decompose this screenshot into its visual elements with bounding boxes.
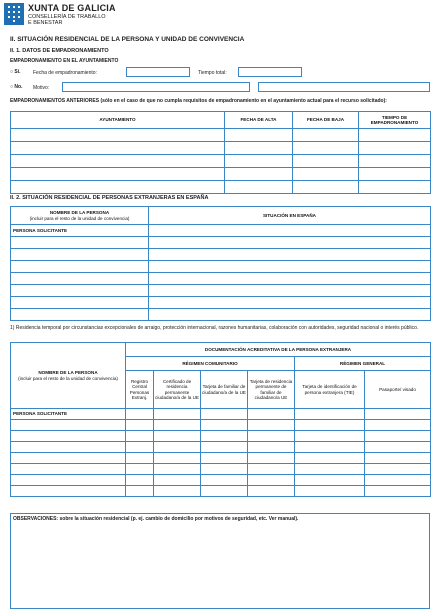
header-certificado-residencia: Certificado de residencia permanente ciudadano/a de la UE: [154, 371, 201, 409]
department-name: [28, 14, 106, 26]
cell[interactable]: [248, 464, 295, 475]
cell[interactable]: [154, 431, 201, 442]
cell[interactable]: [225, 181, 293, 194]
cell[interactable]: [365, 420, 431, 431]
cell[interactable]: [149, 237, 431, 249]
fecha-empadronamiento-field[interactable]: [126, 67, 190, 77]
cell[interactable]: [295, 431, 365, 442]
cell[interactable]: [201, 420, 248, 431]
header-tarjeta-residencia-permanente: Tarjeta de residencia permanente de familiar de ciudadano/a UE: [248, 371, 295, 409]
cell[interactable]: [248, 420, 295, 431]
cell[interactable]: [154, 420, 201, 431]
motivo-field-2[interactable]: [258, 82, 430, 92]
cell[interactable]: [295, 486, 365, 497]
observaciones-label: OBSERVACIONES: sobre la situación residencial (p. ej. cambio de domicilio por motivos de seguridad, etc. Ver manual).: [13, 516, 299, 522]
department-line-2: E BENESTAR: [28, 20, 63, 26]
cell[interactable]: [11, 181, 225, 194]
cell[interactable]: [11, 129, 225, 142]
table-row[interactable]: [11, 142, 431, 155]
brand-name: XUNTA DE GALICIA: [28, 3, 116, 13]
cell[interactable]: [11, 486, 126, 497]
cell[interactable]: [126, 409, 154, 420]
cell[interactable]: [11, 475, 126, 486]
footnote: 1) Residencia temporal por circunstancias excepcionales de arraigo, protección internacional, razones humanitarias, colaboración con autoridades, seguridad nacional o interés público.: [10, 325, 419, 331]
cell[interactable]: [11, 261, 149, 273]
cell[interactable]: [11, 297, 149, 309]
documentacion-table: [10, 342, 431, 497]
cell[interactable]: [359, 181, 431, 194]
table-row[interactable]: [11, 409, 431, 420]
cell[interactable]: [248, 409, 295, 420]
table-row[interactable]: [11, 464, 431, 475]
cell[interactable]: [295, 442, 365, 453]
cell[interactable]: [11, 431, 126, 442]
header-nombre: [11, 207, 149, 225]
cell[interactable]: [149, 261, 431, 273]
table-row[interactable]: [11, 486, 431, 497]
cell[interactable]: [149, 225, 431, 237]
table-row[interactable]: [11, 273, 431, 285]
cell[interactable]: [126, 475, 154, 486]
cell[interactable]: [359, 142, 431, 155]
cell[interactable]: [149, 273, 431, 285]
table-header-row: [11, 112, 431, 129]
cell[interactable]: [11, 420, 126, 431]
cell[interactable]: [225, 155, 293, 168]
cell[interactable]: [293, 168, 359, 181]
header-tie: Tarjeta de identificación de persona extranjera (TIE): [295, 371, 365, 409]
table-row[interactable]: [11, 155, 431, 168]
cell[interactable]: [149, 285, 431, 297]
cell[interactable]: [365, 464, 431, 475]
si-option[interactable]: [10, 69, 21, 75]
cell[interactable]: [248, 453, 295, 464]
cell[interactable]: [126, 486, 154, 497]
cell[interactable]: [293, 155, 359, 168]
cell[interactable]: [149, 249, 431, 261]
radio-circle-icon[interactable]: ○: [10, 84, 14, 90]
department-line-1: CONSELLERÍA DE TRABALLO: [28, 14, 106, 20]
cell[interactable]: [248, 486, 295, 497]
tiempo-total-field[interactable]: [238, 67, 302, 77]
fecha-label: Fecha de empadronamiento:: [33, 70, 97, 76]
empadronamiento-label: EMPADRONAMIENTO EN EL AYUNTAMIENTO: [10, 58, 119, 64]
table-row[interactable]: [11, 297, 431, 309]
subsection-1-title: II. 1. DATOS DE EMPADRONAMIENTO: [10, 48, 109, 54]
header-tarjeta-familiar: Tarjeta de familiar de ciudadano/a de la UE: [201, 371, 248, 409]
cell[interactable]: [126, 442, 154, 453]
cell[interactable]: [154, 409, 201, 420]
table-row[interactable]: [11, 309, 431, 321]
cell[interactable]: [359, 129, 431, 142]
table-header-row: [11, 207, 431, 225]
table-row[interactable]: [11, 181, 431, 194]
header-pasaporte: Pasaporte/ visado: [365, 371, 431, 409]
anteriores-label: EMPADRONAMIENTOS ANTERIORES (sólo en el caso de que no cumpla requisitos de empadronamiento en el ayuntamiento actual para el recurso solicitado):: [10, 98, 387, 104]
cell[interactable]: [365, 431, 431, 442]
cell[interactable]: [201, 431, 248, 442]
cell[interactable]: [248, 442, 295, 453]
header-nombre-sub: (incluir para el resto de la unidad de convivencia): [29, 215, 130, 221]
header-regimen-comunitario: RÉGIMEN COMUNITARIO: [126, 357, 295, 371]
cell[interactable]: [149, 309, 431, 321]
tiempo-label: Tiempo total:: [198, 70, 227, 76]
motivo-field[interactable]: [62, 82, 250, 92]
cell[interactable]: [126, 420, 154, 431]
cell[interactable]: [11, 142, 225, 155]
cell[interactable]: [365, 442, 431, 453]
cell[interactable]: [11, 273, 149, 285]
cell[interactable]: [11, 249, 149, 261]
xunta-cross-icon: [4, 3, 24, 25]
table-row[interactable]: [11, 442, 431, 453]
table-row[interactable]: [11, 475, 431, 486]
header: [4, 2, 204, 28]
header-fecha-alta: FECHA DE ALTA: [225, 112, 293, 129]
table-row[interactable]: [11, 237, 431, 249]
cell[interactable]: [293, 142, 359, 155]
cell[interactable]: [11, 453, 126, 464]
cell[interactable]: [201, 464, 248, 475]
table-row[interactable]: [11, 249, 431, 261]
header-nombre-persona: [11, 343, 126, 409]
table-row[interactable]: [11, 285, 431, 297]
header-nombre-title: NOMBRE DE LA PERSONA: [49, 210, 110, 216]
table-row[interactable]: [11, 129, 431, 142]
cell[interactable]: [365, 409, 431, 420]
header-nombre-persona-sub: (incluir para el resto de la unidad de convivencia): [18, 375, 118, 381]
cell[interactable]: [11, 309, 149, 321]
motivo-label: Motivo:: [33, 85, 50, 91]
header-nombre-persona-title: NOMBRE DE LA PERSONA: [38, 370, 98, 376]
cell[interactable]: [11, 442, 126, 453]
table-row[interactable]: [11, 431, 431, 442]
empadronamientos-table: [10, 111, 431, 194]
cell[interactable]: [126, 453, 154, 464]
cell[interactable]: [248, 475, 295, 486]
cell[interactable]: [154, 442, 201, 453]
cell[interactable]: [295, 464, 365, 475]
no-label: No.: [14, 84, 23, 90]
header-tiempo: TIEMPO DE EMPADRONAMIENTO: [359, 112, 431, 129]
cell[interactable]: [154, 486, 201, 497]
cell[interactable]: [201, 486, 248, 497]
cell[interactable]: [225, 129, 293, 142]
cell[interactable]: [201, 442, 248, 453]
cell[interactable]: [293, 181, 359, 194]
cell[interactable]: [201, 409, 248, 420]
cell[interactable]: [154, 475, 201, 486]
header-fecha-baja: FECHA DE BAJA: [293, 112, 359, 129]
cell[interactable]: [11, 464, 126, 475]
radio-circle-icon[interactable]: ○: [10, 69, 14, 75]
cell[interactable]: [359, 155, 431, 168]
cell[interactable]: [149, 297, 431, 309]
cell[interactable]: [201, 475, 248, 486]
table-row[interactable]: [11, 261, 431, 273]
table-row[interactable]: [11, 420, 431, 431]
header-documentacion: DOCUMENTACIÓN ACREDITATIVA DE LA PERSONA EXTRANJERA: [126, 343, 431, 357]
cell[interactable]: [365, 475, 431, 486]
cell[interactable]: [365, 453, 431, 464]
subsection-2-title: II. 2. SITUACIÓN RESIDENCIAL DE PERSONAS EXTRANJERAS EN ESPAÑA: [10, 195, 209, 201]
cell[interactable]: [293, 129, 359, 142]
cell[interactable]: [154, 453, 201, 464]
cell[interactable]: [201, 453, 248, 464]
cell[interactable]: [295, 453, 365, 464]
section-title: II. SITUACIÓN RESIDENCIAL DE LA PERSONA Y UNIDAD DE CONVIVENCIA: [10, 36, 245, 43]
observaciones-box[interactable]: [10, 513, 430, 609]
table-row[interactable]: [11, 225, 431, 237]
persona-solicitante-cell: PERSONA SOLICITANTE: [11, 409, 126, 420]
si-label: Sí.: [14, 69, 21, 75]
cell[interactable]: [295, 409, 365, 420]
header-regimen-general: RÉGIMEN GENERAL: [295, 357, 431, 371]
cell[interactable]: [154, 464, 201, 475]
cell[interactable]: [11, 155, 225, 168]
cell[interactable]: [126, 431, 154, 442]
table-row[interactable]: [11, 168, 431, 181]
header-registro-central: Registro Central Personas Extranj.: [126, 371, 154, 409]
cell[interactable]: [225, 168, 293, 181]
persona-solicitante-cell: PERSONA SOLICITANTE: [11, 225, 149, 237]
table-header-row: [11, 343, 431, 357]
cell[interactable]: [225, 142, 293, 155]
cell[interactable]: [11, 237, 149, 249]
no-option[interactable]: [10, 84, 22, 90]
cell[interactable]: [11, 285, 149, 297]
cell[interactable]: [365, 486, 431, 497]
header-ayuntamiento: AYUNTAMIENTO: [11, 112, 225, 129]
cell[interactable]: [126, 464, 154, 475]
cell[interactable]: [295, 420, 365, 431]
cell[interactable]: [248, 431, 295, 442]
table-row[interactable]: [11, 453, 431, 464]
cell[interactable]: [11, 168, 225, 181]
header-situacion: SITUACIÓN EN ESPAÑA: [149, 207, 431, 225]
cell[interactable]: [359, 168, 431, 181]
situacion-table: [10, 206, 431, 321]
cell[interactable]: [295, 475, 365, 486]
